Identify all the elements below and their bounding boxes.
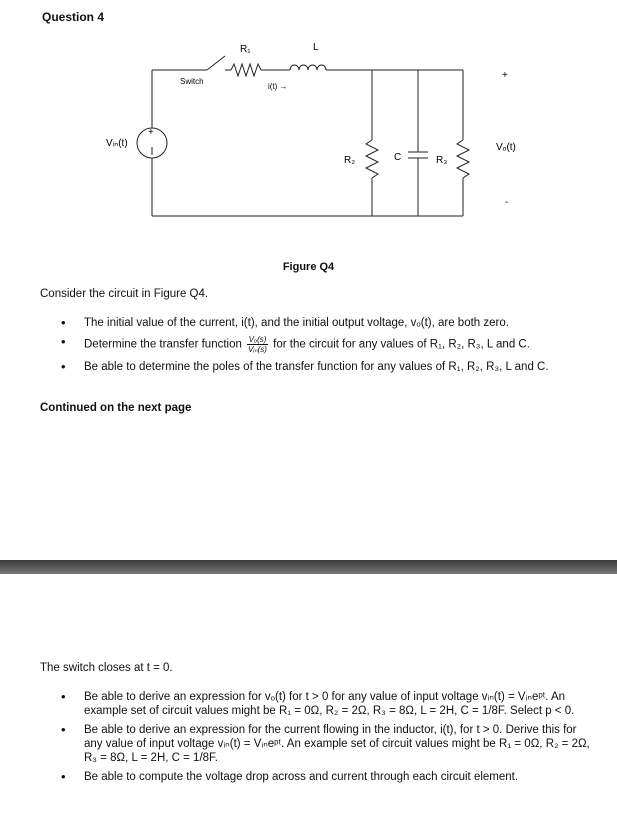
list-item: • Be able to derive an expression for the current flowing in the inductor, i(t), for t > 0. Derive this for any value of input voltage vᵢₙ(t) = Vᵢₙeᵖᵗ. An example set of circuit values might be R₁ = 0Ω, R₂ = 2Ω, R₃ = 8Ω, L = 2H, C = 1/8F.: [84, 723, 594, 765]
list-item: [84, 335, 604, 354]
l-label: L: [313, 42, 319, 53]
list-item: • Be able to determine the poles of the transfer function for any values of R₁, R₂, R₃, L and C.: [84, 360, 604, 374]
switch-closes-text: The switch closes at t = 0.: [40, 662, 173, 674]
vo-minus-label: -: [505, 197, 509, 208]
r3-label: R₃: [436, 155, 448, 166]
vo-plus-label: +: [502, 70, 508, 81]
part2-bullet-list: [84, 690, 594, 789]
figure-caption: Figure Q4: [282, 261, 335, 273]
tf-numerator: Vₒ(s): [248, 335, 267, 344]
r1-label: R₁: [240, 44, 251, 55]
bullet2-pre: Determine the transfer function: [84, 338, 242, 351]
intro-text: Consider the circuit in Figure Q4.: [40, 288, 209, 300]
bullet2-post: for the circuit for any values of R₁, R₂, R₃, L and C.: [273, 338, 530, 351]
switch-blade: [207, 56, 225, 70]
vin-label: Vᵢₙ(t): [106, 138, 128, 149]
tf-denominator: Vᵢₙ(s): [248, 345, 267, 354]
list-item: • Be able to derive an expression for vₒ(t) for t > 0 for any value of input voltage vᵢₙ(t) = Vᵢₙeᵖᵗ. An example set of circuit values might be R₁ = 0Ω, R₂ = 2Ω, R₃ = 8Ω, L = 2H, C = 1/8F. Select p < 0.: [84, 690, 594, 718]
bullet-list-2: [84, 335, 604, 354]
question-title: Question 4: [42, 10, 105, 24]
r2-resistor: [366, 140, 378, 178]
transfer-function-fraction: [247, 335, 268, 354]
list-item: • The initial value of the current, i(t), and the initial output voltage, vₒ(t), are both zero.: [84, 316, 604, 330]
page-divider: [0, 560, 617, 574]
inductor-coil: [290, 65, 326, 70]
switch-label: Switch: [180, 77, 204, 86]
c-label: C: [394, 152, 402, 163]
r2-label: R₂: [344, 155, 356, 166]
r3-resistor: [457, 140, 469, 178]
circuit-diagram: [0, 0, 617, 240]
vo-label: Vₒ(t): [496, 142, 516, 153]
current-label: i(t) →: [268, 82, 288, 91]
bullet-list-3: [84, 360, 604, 374]
r1-resistor: [231, 64, 261, 76]
list-item: • Be able to compute the voltage drop across and current through each circuit element.: [84, 770, 594, 784]
continued-note: Continued on the next page: [40, 402, 192, 414]
source-plus-label: +: [148, 127, 154, 138]
bullet-list-1: [84, 316, 604, 330]
